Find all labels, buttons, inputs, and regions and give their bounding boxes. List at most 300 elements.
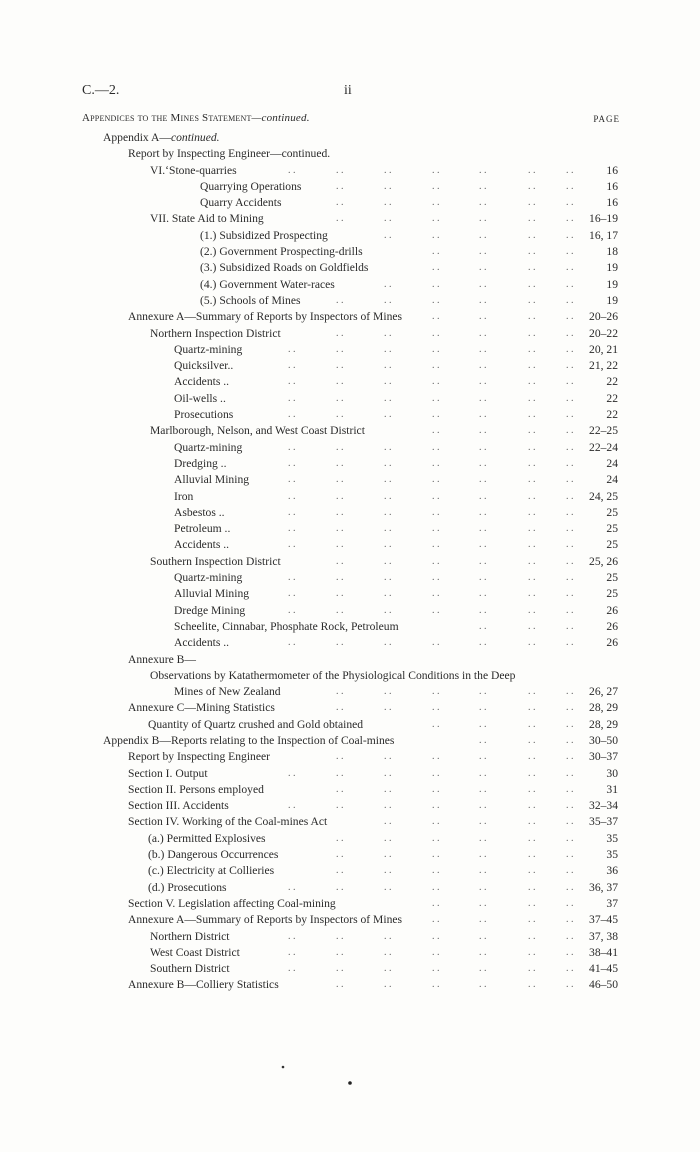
leader-dots: . . [528,946,536,958]
toc-entry [0,228,700,244]
leader-dots: . . [432,311,440,323]
leader-dots: . . [432,637,440,649]
toc-entry-page: 20–26 [589,310,618,324]
leader-dots: . . [288,164,296,176]
toc-entry-text: Quantity of Quartz crushed and Gold obtained [148,717,364,731]
toc-entry-title [128,766,208,782]
leader-dots: . . [528,686,536,698]
toc-entry-title [174,407,233,423]
toc-entry-text: (3.) Subsidized Roads on Goldfields [200,261,369,275]
leader-dots: . . [384,979,392,991]
leader-dots: . . [432,441,440,453]
leader-dots: . . [479,392,487,404]
leader-dots: . . [384,702,392,714]
toc-entry-page: 20–22 [589,326,618,340]
leader-dots: . . [479,409,487,421]
toc-entry-text: Alluvial Mining [174,587,250,601]
toc-entry-title [200,293,300,309]
toc-entry-text: (a.) Permitted Explosives [148,831,266,845]
leader-dots: . . [384,409,392,421]
toc-entry-page: 22 [606,391,618,405]
toc-entry-text: Scheelite, Cinnabar, Phosphate Rock, Petroleum [174,619,399,633]
leader-dots: . . [566,294,574,306]
leader-dots: . . [528,783,536,795]
leader-dots: . . [336,751,344,763]
leader-dots: . . [479,474,487,486]
leader-dots: . . [528,637,536,649]
leader-dots: . . [336,180,344,192]
toc-entry-title [150,668,515,684]
leader-dots: . . [479,539,487,551]
leader-dots: . . [479,849,487,861]
toc-entry-title [103,130,220,146]
leader-dots: . . [432,783,440,795]
leader-dots: . . [479,457,487,469]
leader-dots: . . [336,457,344,469]
leader-dots: . . [566,686,574,698]
toc-entry-page: 26 [606,636,618,650]
toc-entry-text: Report by Inspecting Engineer—continued. [128,147,331,161]
toc-entry-title [150,326,281,342]
toc-entry-title [200,244,363,260]
toc-entry-title [174,391,226,407]
leader-dots: . . [384,343,392,355]
leader-dots: . . [288,946,296,958]
leader-dots: . . [528,979,536,991]
leader-dots: . . [566,816,574,828]
toc-entry-page: 35–37 [589,815,618,829]
toc-entry-title [200,277,335,293]
leader-dots: . . [384,881,392,893]
toc-entry-text: Accidents .. [174,636,230,650]
leader-dots: . . [479,572,487,584]
leader-dots: . . [528,572,536,584]
leader-dots: . . [528,164,536,176]
leader-dots: . . [432,164,440,176]
leader-dots: . . [336,702,344,714]
toc-entry-page: 28, 29 [589,717,618,731]
leader-dots: . . [566,881,574,893]
leader-dots: . . [384,229,392,241]
toc-entry-text: Report by Inspecting Engineer [128,750,270,764]
leader-dots: . . [432,343,440,355]
toc-entry-text: Annexure C—Mining Statistics [128,701,275,715]
leader-dots: . . [336,783,344,795]
toc-entry [0,309,700,325]
leader-dots: . . [288,539,296,551]
leader-dots: . . [336,376,344,388]
leader-dots: . . [528,474,536,486]
leader-dots: . . [336,930,344,942]
leader-dots: . . [479,865,487,877]
leader-dots: . . [566,751,574,763]
toc-entry-page: 26 [606,603,618,617]
leader-dots: . . [528,897,536,909]
toc-entry-title [150,423,365,439]
leader-dots: . . [566,506,574,518]
leader-dots: . . [528,343,536,355]
leader-dots: . . [432,180,440,192]
toc-entry-page: 28, 29 [589,701,618,715]
toc-entry-title [174,570,242,586]
leader-dots: . . [479,783,487,795]
leader-dots: . . [479,702,487,714]
leader-dots: . . [479,897,487,909]
leader-dots: . . [336,506,344,518]
leader-dots: . . [384,816,392,828]
leader-dots: . . [566,555,574,567]
toc-entry [0,782,700,798]
toc-entry-page: 30 [606,766,618,780]
toc-entry-title [128,700,275,716]
leader-dots: . . [384,832,392,844]
leader-dots: . . [528,425,536,437]
leader-dots: . . [479,734,487,746]
toc-entry [0,684,700,700]
leader-dots: . . [432,229,440,241]
toc-entry-title [174,586,249,602]
toc-entry-title [174,635,229,651]
toc-entry-title [148,831,266,847]
leader-dots: . . [528,767,536,779]
leader-dots: . . [288,457,296,469]
toc-entry-text: Section I. Output [128,766,208,780]
toc-entry [0,423,700,439]
toc-entry-page: 25, 26 [589,554,618,568]
toc-entry [0,163,700,179]
toc-entry-page: 16 [606,196,618,210]
toc-entry-text: Section V. Legislation affecting Coal-mining [128,896,336,910]
toc-entry [0,374,700,390]
leader-dots: . . [384,294,392,306]
toc-entry-text: Dredge Mining [174,603,246,617]
leader-dots: . . [384,327,392,339]
toc-entry-title [174,374,229,390]
leader-dots: . . [566,946,574,958]
toc-entry [0,195,700,211]
leader-dots: . . [432,197,440,209]
leader-dots: . . [566,474,574,486]
leader-dots: . . [384,278,392,290]
leader-dots: . . [479,164,487,176]
toc-entry-page: 22–24 [589,440,618,454]
toc-entry-page: 20, 21 [589,342,618,356]
toc-entry-page: 19 [606,277,618,291]
speck [348,1081,352,1085]
leader-dots: . . [528,506,536,518]
leader-dots: . . [479,376,487,388]
page-number: ii [344,83,352,98]
toc-entry [0,766,700,782]
leader-dots: . . [336,767,344,779]
toc-entry-page: 16 [606,163,618,177]
leader-dots: . . [336,946,344,958]
leader-dots: . . [479,979,487,991]
toc-entry [0,619,700,635]
leader-dots: . . [479,914,487,926]
leader-dots: . . [288,506,296,518]
toc-entry-text: VI.ʻStone-quarries [150,163,237,177]
toc-entry [0,929,700,945]
leader-dots: . . [432,930,440,942]
leader-dots: . . [566,637,574,649]
toc-entry-text: (1.) Subsidized Prospecting [200,228,328,242]
leader-dots: . . [528,213,536,225]
leader-dots: . . [479,555,487,567]
toc-entry-page: 22 [606,408,618,422]
toc-entry [0,700,700,716]
leader-dots: . . [479,506,487,518]
toc-entry [0,977,700,993]
leader-dots: . . [566,767,574,779]
leader-dots: . . [566,180,574,192]
toc-entry-text: Quartz-mining [174,440,243,454]
leader-dots: . . [566,588,574,600]
page-column-label: PAGE [593,114,620,124]
toc-entry-page: 35 [606,848,618,862]
leader-dots: . . [479,604,487,616]
leader-dots: . . [336,865,344,877]
toc-entry [0,814,700,830]
toc-entry-title [200,228,328,244]
leader-dots: . . [336,474,344,486]
toc-entry [0,244,700,260]
leader-dots: . . [479,180,487,192]
toc-entry-page: 36 [606,864,618,878]
leader-dots: . . [566,262,574,274]
leader-dots: . . [432,360,440,372]
toc-entry-text: Oil-wells .. [174,391,226,405]
toc-entry-text: Iron [174,489,194,503]
toc-entry-title [128,309,402,325]
leader-dots: . . [566,572,574,584]
leader-dots: . . [432,555,440,567]
toc-entry-text: West Coast District [150,945,240,959]
leader-dots: . . [432,604,440,616]
leader-dots: . . [432,327,440,339]
toc-entry-page: 38–41 [589,945,618,959]
toc-entry-title [128,798,229,814]
leader-dots: . . [566,392,574,404]
document-code: C.—2. [82,83,120,98]
leader-dots: . . [432,865,440,877]
leader-dots: . . [432,832,440,844]
toc-entry-page: 18 [606,245,618,259]
toc-entry-text: Mines of New Zealand [174,685,281,699]
leader-dots: . . [528,197,536,209]
toc-entry-title [103,733,394,749]
leader-dots: . . [528,327,536,339]
toc-entry [0,880,700,896]
leader-dots: . . [566,539,574,551]
leader-dots: . . [479,751,487,763]
toc-entry [0,456,700,472]
section-heading [82,112,310,124]
toc-entry-title [150,945,240,961]
leader-dots: . . [432,963,440,975]
leader-dots: . . [528,311,536,323]
leader-dots: . . [336,979,344,991]
leader-dots: . . [479,686,487,698]
toc-entry-text: Quartz-mining [174,342,243,356]
leader-dots: . . [566,523,574,535]
toc-entry-page: 25 [606,587,618,601]
leader-dots: . . [432,376,440,388]
leader-dots: . . [479,946,487,958]
toc-entry-page: 32–34 [589,799,618,813]
leader-dots: . . [288,409,296,421]
leader-dots: . . [384,686,392,698]
toc-entry-text: (5.) Schools of Mines [200,293,301,307]
toc-entry-title [128,912,402,928]
leader-dots: . . [288,767,296,779]
toc-entry-title [174,603,245,619]
leader-dots: . . [384,490,392,502]
leader-dots: . . [479,246,487,258]
leader-dots: . . [566,832,574,844]
toc-entry-text: Section III. Accidents [128,799,229,813]
toc-entry-page: 26 [606,619,618,633]
toc-entry-text: Southern District [150,962,230,976]
toc-entry [0,146,700,162]
toc-entry-text: Appendix A— [103,131,171,144]
leader-dots: . . [336,800,344,812]
leader-dots: . . [288,604,296,616]
toc-entry-page: 37, 38 [589,929,618,943]
leader-dots: . . [479,637,487,649]
leader-dots: . . [336,164,344,176]
toc-entry [0,260,700,276]
leader-dots: . . [479,441,487,453]
leader-dots: . . [479,718,487,730]
toc-entry-page: 16, 17 [589,228,618,242]
leader-dots: . . [336,572,344,584]
leader-dots: . . [288,376,296,388]
leader-dots: . . [432,490,440,502]
leader-dots: . . [384,180,392,192]
leader-dots: . . [288,881,296,893]
leader-dots: . . [384,572,392,584]
toc-entry-title [174,342,242,358]
toc-entry-text: Section IV. Working of the Coal-mines Act [128,815,328,829]
leader-dots: . . [566,376,574,388]
toc-entry-page: 30–37 [589,750,618,764]
toc-entry-text: (d.) Prosecutions [148,880,227,894]
toc-entry [0,489,700,505]
toc-entry [0,831,700,847]
leader-dots: . . [479,278,487,290]
leader-dots: . . [528,490,536,502]
leader-dots: . . [384,164,392,176]
leader-dots: . . [528,914,536,926]
toc-entry [0,896,700,912]
toc-entry-text: Quarrying Operations [200,179,302,193]
leader-dots: . . [336,604,344,616]
leader-dots: . . [384,213,392,225]
leader-dots: . . [432,914,440,926]
toc-entry-text: Annexure A—Summary of Reports by Inspectors of Mines [128,913,403,927]
leader-dots: . . [566,360,574,372]
leader-dots: . . [566,620,574,632]
toc-entry-title [150,163,237,179]
leader-dots: . . [384,506,392,518]
leader-dots: . . [384,767,392,779]
leader-dots: . . [384,457,392,469]
toc-entry [0,652,700,668]
leader-dots: . . [479,229,487,241]
leader-dots: . . [384,604,392,616]
leader-dots: . . [566,490,574,502]
leader-dots: . . [528,751,536,763]
leader-dots: . . [432,588,440,600]
leader-dots: . . [384,930,392,942]
toc-entry-page: 25 [606,522,618,536]
leader-dots: . . [566,734,574,746]
leader-dots: . . [566,441,574,453]
leader-dots: . . [432,523,440,535]
leader-dots: . . [336,213,344,225]
toc-entry-title [150,961,230,977]
leader-dots: . . [288,572,296,584]
leader-dots: . . [566,425,574,437]
toc-entry [0,798,700,814]
toc-entry-page: 36, 37 [589,880,618,894]
leader-dots: . . [336,343,344,355]
leader-dots: . . [336,409,344,421]
toc-entry-text: (2.) Government Prospecting-drills [200,245,363,259]
leader-dots: . . [432,881,440,893]
leader-dots: . . [432,409,440,421]
leader-dots: . . [528,409,536,421]
leader-dots: . . [566,718,574,730]
leader-dots: . . [566,164,574,176]
leader-dots: . . [384,539,392,551]
leader-dots: . . [432,425,440,437]
leader-dots: . . [432,800,440,812]
leader-dots: . . [528,849,536,861]
toc-entry-title [150,554,281,570]
toc-entry [0,945,700,961]
leader-dots: . . [566,604,574,616]
leader-dots: . . [479,523,487,535]
leader-dots: . . [336,539,344,551]
leader-dots: . . [479,881,487,893]
leader-dots: . . [384,474,392,486]
toc-entry-page: 25 [606,505,618,519]
toc-entry [0,130,700,146]
toc-entry [0,391,700,407]
leader-dots: . . [288,588,296,600]
toc-entry-title [174,489,193,505]
leader-dots: . . [479,490,487,502]
toc-entry-title [128,977,279,993]
toc-entry-text: Annexure A—Summary of Reports by Inspectors of Mines [128,310,403,324]
leader-dots: . . [432,979,440,991]
leader-dots: . . [528,588,536,600]
leader-dots: . . [432,702,440,714]
leader-dots: . . [566,930,574,942]
toc-entry-text: Alluvial Mining [174,473,250,487]
leader-dots: . . [432,474,440,486]
toc-entry [0,293,700,309]
leader-dots: . . [432,392,440,404]
toc-entry [0,342,700,358]
toc-entry-text: Quicksilver.. [174,359,234,373]
leader-dots: . . [432,897,440,909]
leader-dots: . . [528,278,536,290]
leader-dots: . . [288,441,296,453]
toc-entry-page: 24 [606,456,618,470]
